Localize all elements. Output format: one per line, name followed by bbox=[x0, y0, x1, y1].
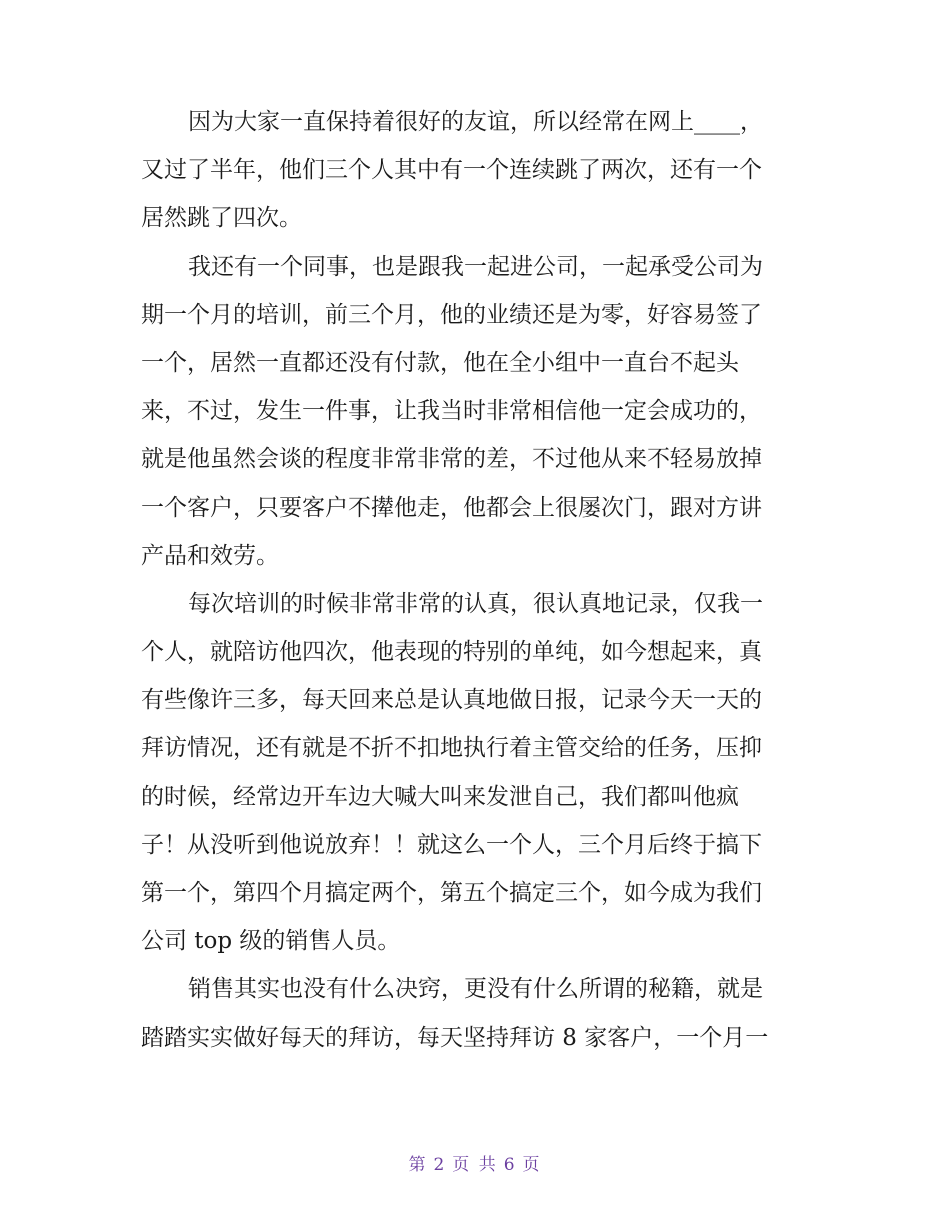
text-line: 公司 top 级的销售人员。 bbox=[141, 928, 401, 955]
text-line: 期一个月的培训，前三个月，他的业绩还是为零，好容易签了 bbox=[141, 301, 762, 328]
text-line: 的时候，经常边开车边大喊大叫来发泄自己，我们都叫他疯 bbox=[141, 783, 739, 810]
text-line: 子！从没听到他说放弃！！就这么一个人，三个月后终于搞下 bbox=[141, 831, 762, 858]
text-line: 踏踏实实做好每天的拜访，每天坚持拜访 8 家客户，一个月一 bbox=[141, 1024, 769, 1051]
text-line: 居然跳了四次。 bbox=[141, 205, 302, 232]
footer-total-pages: 6 bbox=[503, 1155, 517, 1175]
text-line: 个人，就陪访他四次，他表现的特别的单纯，如今想起来，真 bbox=[141, 639, 762, 666]
document-body bbox=[141, 98, 811, 1062]
text-line: 每次培训的时候非常非常的认真，很认真地记录，仅我一 bbox=[188, 590, 763, 617]
text-line: 一个，居然一直都还没有付款，他在全小组中一直台不起头 bbox=[141, 349, 739, 376]
text-line: 销售其实也没有什么决窍，更没有什么所谓的秘籍，就是 bbox=[188, 976, 763, 1003]
paragraph-1 bbox=[141, 98, 811, 243]
text-line: 拜访情况，还有就是不折不扣地执行着主管交给的任务，压抑 bbox=[141, 735, 762, 762]
text-line: 因为大家一直保持着很好的友谊，所以经常在网上____， bbox=[188, 109, 763, 135]
text-line: 我还有一个同事，也是跟我一起进公司，一起承受公司为 bbox=[188, 253, 763, 280]
footer-middle: 页 共 bbox=[452, 1155, 498, 1175]
text-line: 有些像许三多，每天回来总是认真地做日报，记录今天一天的 bbox=[141, 687, 762, 714]
text-line: 产品和效劳。 bbox=[141, 542, 279, 569]
text-line: 一个客户，只要客户不撵他走，他都会上很屡次门，跟对方讲 bbox=[141, 494, 762, 521]
text-line: 又过了半年，他们三个人其中有一个连续跳了两次，还有一个 bbox=[141, 157, 762, 184]
text-line: 来，不过，发生一件事，让我当时非常相信他一定会成功的， bbox=[141, 398, 762, 425]
text-line: 第一个，第四个月搞定两个，第五个搞定三个，如今成为我们 bbox=[141, 880, 762, 906]
paragraph-2 bbox=[141, 243, 811, 580]
paragraph-4 bbox=[141, 965, 811, 1061]
paragraph-3 bbox=[141, 580, 811, 966]
text-line: 就是他虽然会谈的程度非常非常的差，不过他从来不轻易放掉 bbox=[141, 446, 762, 473]
page-footer bbox=[0, 1150, 950, 1175]
footer-prefix: 第 bbox=[408, 1155, 428, 1175]
footer-suffix: 页 bbox=[522, 1155, 542, 1175]
footer-current-page: 2 bbox=[433, 1155, 447, 1175]
